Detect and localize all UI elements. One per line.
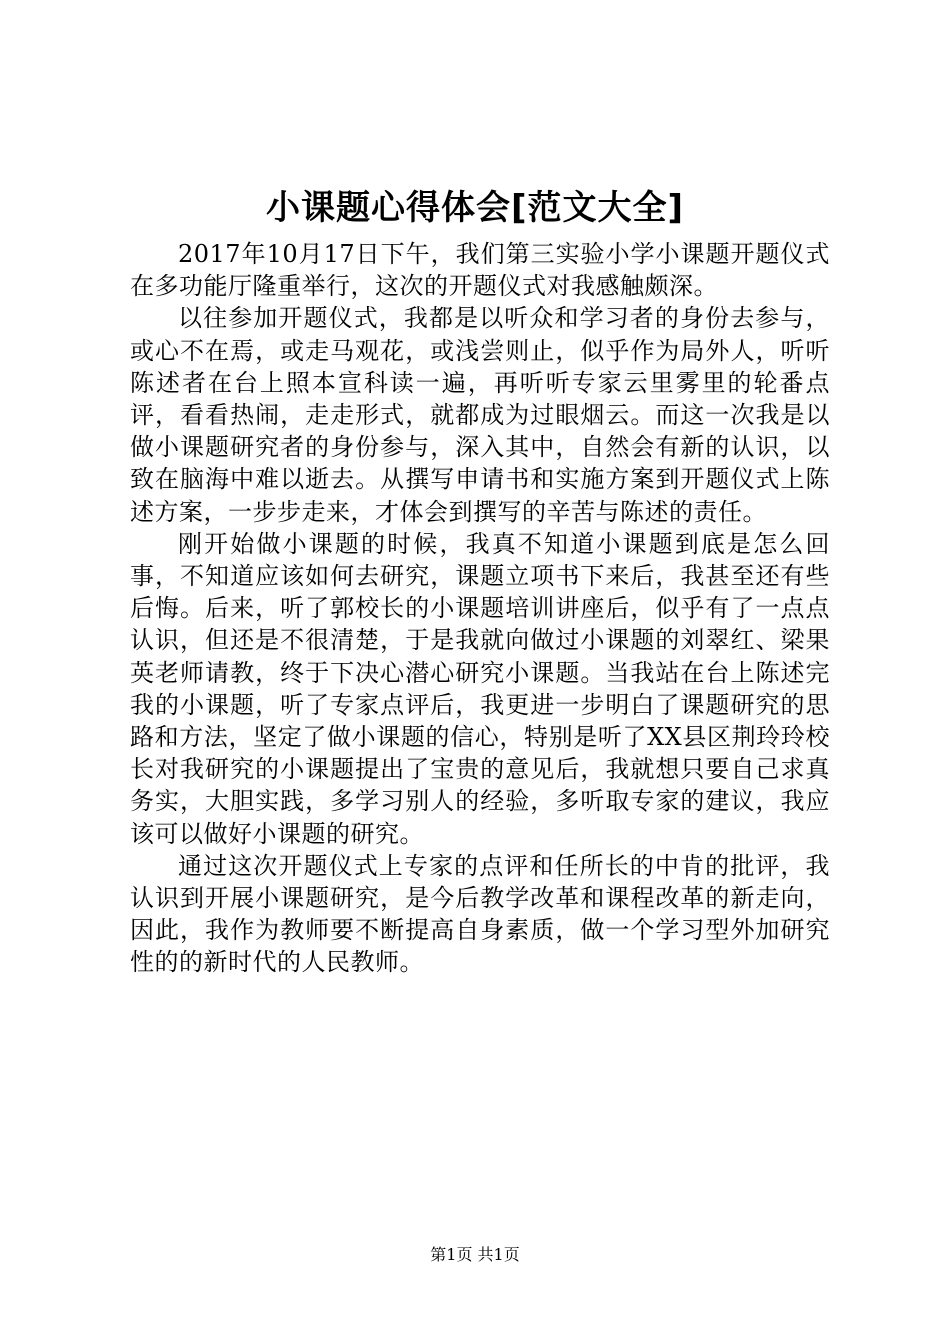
page-footer: 第1页 共1页 — [430, 1245, 520, 1264]
document-body — [130, 238, 830, 979]
document-title: 小课题心得体会[范文大全] — [265, 188, 685, 228]
paragraph-2: 以往参加开题仪式，我都是以听众和学习者的身份去参与，或心不在焉，或走马观花，或浅尝则止，似乎作为局外人，听听陈述者在台上照本宣科读一遍，再听听专家云里雾里的轮番点评，看看热闹，走走形式，就都成为过眼烟云。而这一次我是以做小课题研究者的身份参与，深入其中，自然会有新的认识，以致在脑海中难以逝去。从撰写申请书和实施方案到开题仪式上陈述方案，一步步走来，才体会到撰写的辛苦与陈述的责任。 — [130, 304, 830, 526]
paragraph-3: 刚开始做小课题的时候，我真不知道小课题到底是怎么回事，不知道应该如何去研究，课题立项书下来后，我甚至还有些后悔。后来，听了郭校长的小课题培训讲座后，似乎有了一点点认识，但还是不很清楚，于是我就向做过小课题的刘翠红、梁果英老师请教，终于下决心潜心研究小课题。当我站在台上陈述完我的小课题，听了专家点评后，我更进一步明白了课题研究的思路和方法，坚定了做小课题的信心，特别是听了XX县区荆玲玲校长对我研究的小课题提出了宝贵的意见后，我就想只要自己求真务实，大胆实践，多学习别人的经验，多听取专家的建议，我应该可以做好小课题的研究。 — [130, 529, 830, 848]
paragraph-4: 通过这次开题仪式上专家的点评和任所长的中肯的批评，我认识到开展小课题研究，是今后教学改革和课程改革的新走向，因此，我作为教师要不断提高自身素质，做一个学习型外加研究性的的新时代的人民教师。 — [130, 851, 830, 977]
paragraph-1: 2017年10月17日下午，我们第三实验小学小课题开题仪式在多功能厅隆重举行，这次的开题仪式对我感触颇深。 — [130, 240, 830, 301]
